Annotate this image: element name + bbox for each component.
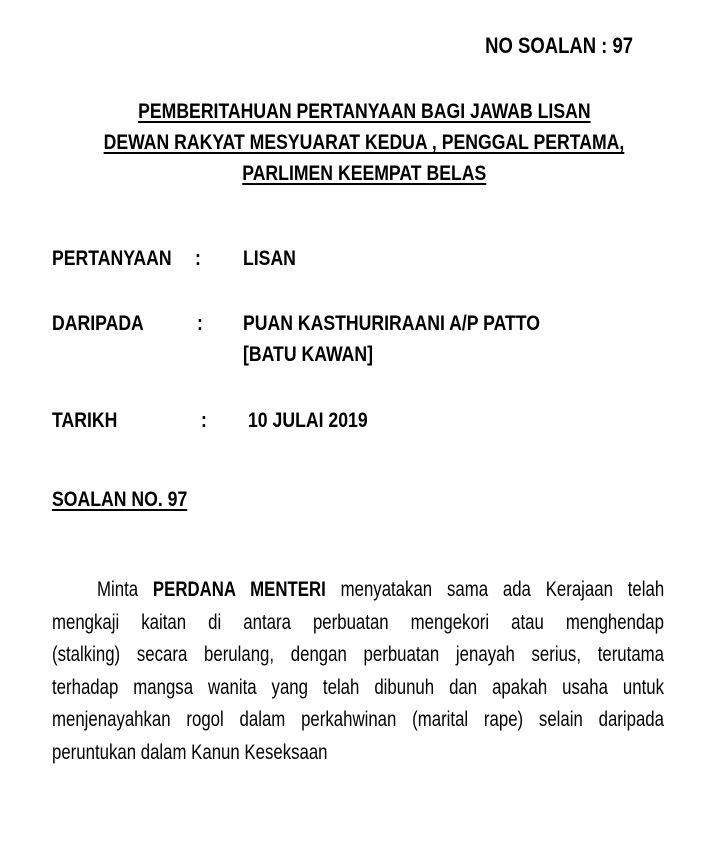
meta-question-colon: : (195, 247, 201, 270)
meta-from-label: DARIPADA (52, 312, 144, 335)
heading-line-1: PEMBERITAHUAN PERTANYAAN BAGI JAWAB LISAN (137, 100, 591, 123)
meta-date-colon: : (201, 409, 207, 432)
meta-question-label: PERTANYAAN (52, 247, 172, 270)
question-body (52, 574, 664, 769)
meta-from-value (243, 308, 597, 370)
body-line-6: peruntukan dalam Kanun Keseksaan (52, 740, 328, 764)
heading-line-2: DEWAN RAKYAT MESYUARAT KEDUA , PENGGAL PERTAMA, (103, 131, 625, 154)
document-heading (0, 96, 728, 189)
meta-from-name: PUAN KASTHURIRAANI A/P PATTO (243, 312, 540, 335)
body-line-3: (stalking) secara berulang, dengan perbuatan jenayah serius, terutama (52, 643, 664, 666)
meta-date-label: TARIKH (52, 409, 118, 432)
body-line-1: Minta PERDANA MENTERI menyatakan sama ada Kerajaan telah (97, 578, 665, 601)
meta-question-value: LISAN (243, 247, 296, 270)
section-title: SOALAN NO. 97 (52, 488, 188, 511)
heading-line-3: PARLIMEN KEEMPAT BELAS (241, 162, 487, 185)
meta-date-value: 10 JULAI 2019 (248, 409, 368, 432)
question-number: NO SOALAN : 97 (485, 33, 633, 58)
meta-from-constituency: [BATU KAWAN] (243, 343, 374, 366)
body-line-2: mengkaji kaitan di antara perbuatan mengekori atau menghendap (52, 610, 664, 634)
addressee: PERDANA MENTERI (152, 578, 326, 601)
body-line-5: menjenayahkan rogol dalam perkahwinan (marital rape) selain daripada (52, 708, 664, 731)
body-line-4: terhadap mangsa wanita yang telah dibunuh dan apakah usaha untuk (52, 675, 664, 699)
meta-from-colon: : (197, 312, 203, 335)
